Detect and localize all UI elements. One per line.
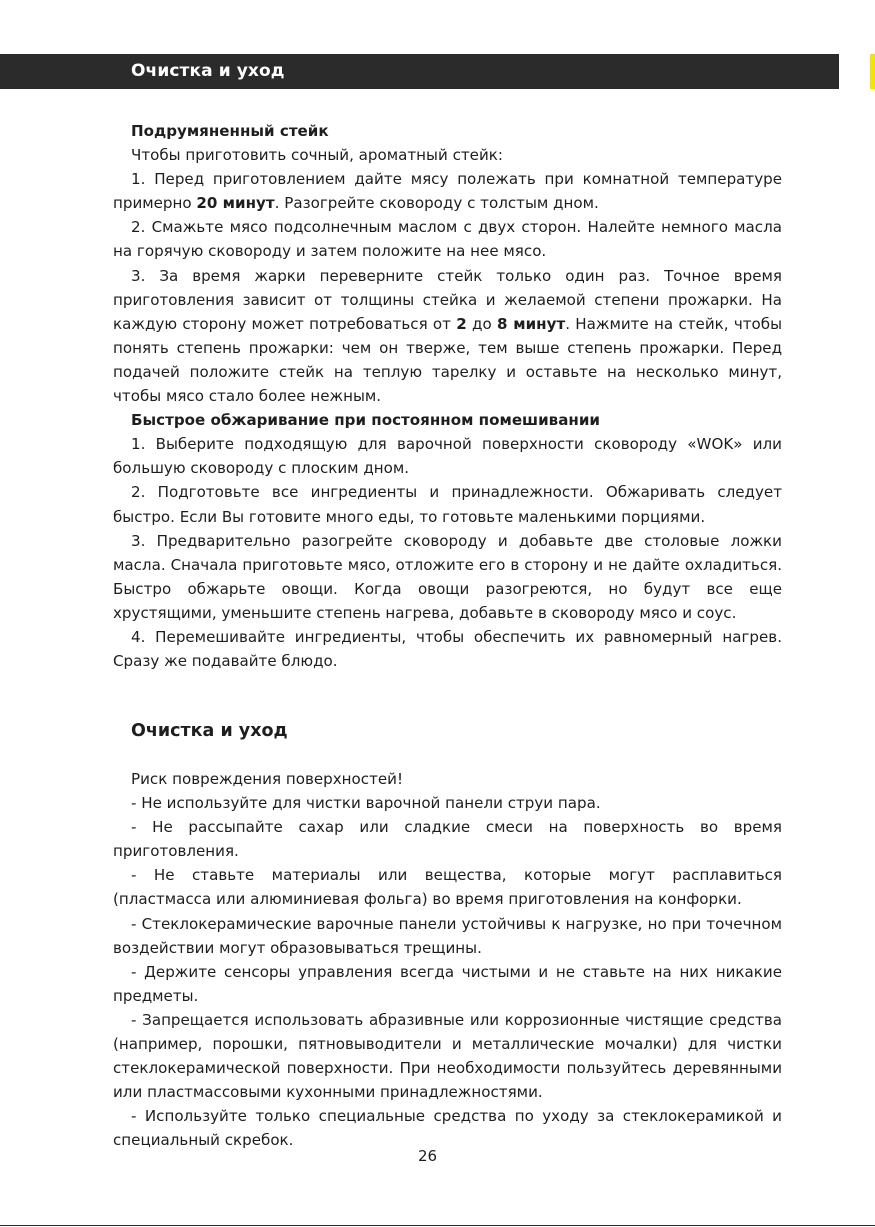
stirfry-heading: Быстрое обжаривание при постоянном помешивании: [131, 411, 600, 430]
cleaning-item: - Используйте только специальные средства по уходу за стеклокерамикой и специальный скребок.: [113, 1107, 782, 1150]
cleaning-item: - Не рассыпайте сахар или сладкие смеси на поверхность во время приготовления.: [113, 818, 782, 861]
section-header-title: Очистка и уход: [131, 61, 285, 81]
stirfry-step-1: 1. Выберите подходящую для варочной поверхности сковороду «WOK» или большую сковороду с плоским дном.: [113, 435, 782, 478]
steak-intro: Чтобы приготовить сочный, ароматный стейк:: [131, 146, 503, 165]
stirfry-step-4: 4. Перемешивайте ингредиенты, чтобы обеспечить их равномерный нагрев. Сразу же подавайте блюдо.: [113, 627, 782, 671]
accent-strip: [870, 54, 875, 89]
cleaning-item: - Не используйте для чистки варочной панели струи пара.: [131, 794, 601, 813]
bottom-divider: [0, 1225, 875, 1226]
cooking-tips-block: [113, 119, 782, 673]
stirfry-step-2: 2. Подготовьте все ингредиенты и принадлежности. Обжаривать следует быстро. Если Вы готовите много еды, то готовьте маленькими порциями.: [113, 483, 782, 526]
cleaning-item: - Не ставьте материалы или вещества, которые могут расплавиться (пластмасса или алюминиевая фольга) во время приготовления на конфорки.: [113, 866, 782, 909]
page-number: 26: [417, 1147, 438, 1165]
stirfry-step-3: 3. Предварительно разогрейте сковороду и добавьте две столовые ложки масла. Сначала приготовьте мясо, отложите его в сторону и не дайте охладиться. Быстро обжарьте овощи. Когда овощи разогреются, но будут все еще хрустящими, уменьшите степень нагрева, добавьте в сковороду мясо и соус.: [113, 531, 782, 622]
section-header-bar: [0, 54, 839, 89]
cleaning-warning: Риск повреждения поверхностей!: [131, 770, 404, 788]
cleaning-block: [113, 767, 782, 1153]
steak-heading: Подрумяненный стейк: [131, 122, 329, 140]
cleaning-item: - Держите сенсоры управления всегда чистыми и не ставьте на них никакие предметы.: [113, 962, 782, 1005]
cleaning-item: - Стеклокерамические варочные панели устойчивы к нагрузке, но при точечном воздействии могут образовываться трещины.: [113, 914, 782, 957]
steak-step-2: 2. Смажьте мясо подсолнечным маслом с двух сторон. Налейте немного масла на горячую сковороду и затем положите на нее мясо.: [113, 218, 782, 261]
steak-step-3: 3. За время жарки переверните стейк только один раз. Точное время приготовления зависит от толщины стейка и желаемой степени прожарки. На каждую сторону может потребоваться от 2 до 8 минут. Нажмите на стейк, чтобы понять степень прожарки: чем он тверже, тем выше степень прожарки. Перед подачей положите стейк на теплую тарелку и оставьте на несколько минут, чтобы мясо стало более нежным.: [113, 266, 783, 406]
cleaning-title: Очистка и уход: [131, 721, 288, 741]
cleaning-item: - Запрещается использовать абразивные или коррозионные чистящие средства (например, порошки, пятновыводители и металлические мочалки) для чистки стеклокерамической поверхности. При необходимости пользуйтесь деревянными или пластмассовыми кухонными принадлежностями.: [113, 1010, 782, 1102]
steak-step-1: 1. Перед приготовлением дайте мясу полежать при комнатной температуре примерно 20 минут. Разогрейте сковороду с толстым дном.: [113, 170, 782, 213]
